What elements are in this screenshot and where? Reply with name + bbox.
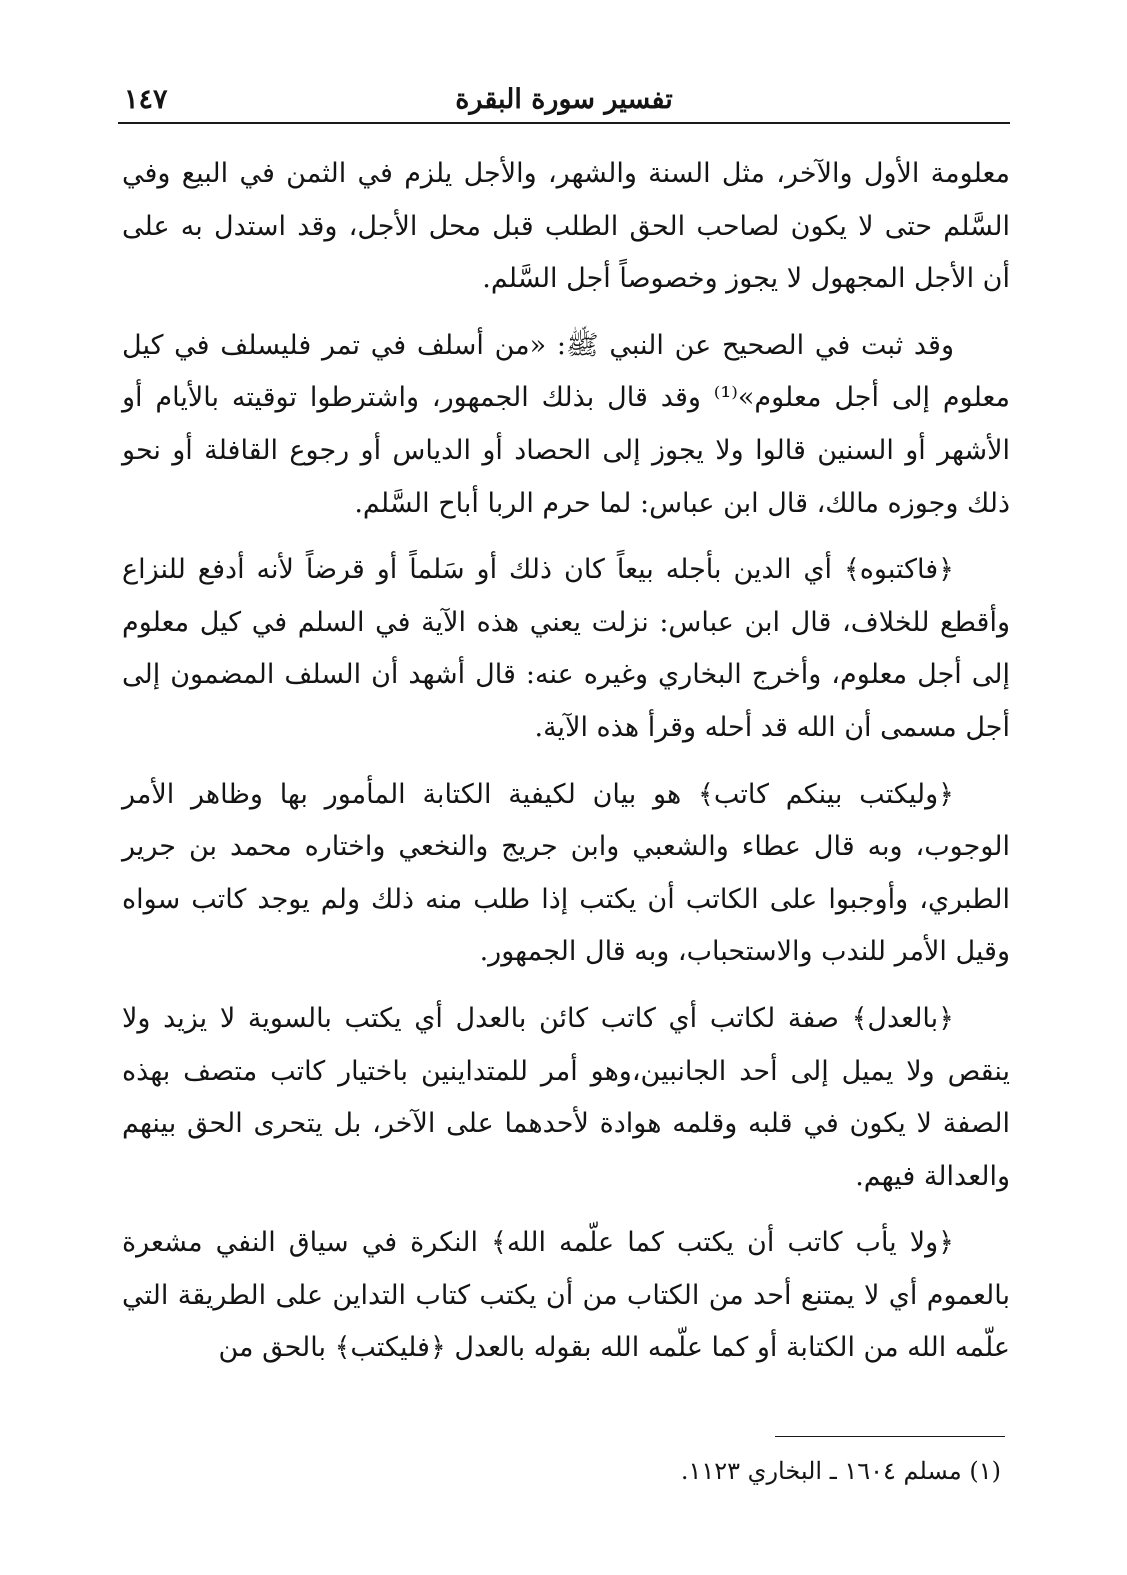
page-number: ١٤٧ [124,84,168,115]
paragraph-2: وقد ثبت في الصحيح عن النبي ﷺ: «من أسلف في تمر فليسلف في كيل معلوم إلى أجل معلوم»⁽¹⁾ وقد قال بذلك الجمهور، واشترطوا توقيته بالأيام أو الأشهر أو السنين قالوا ولا يجوز إلى الحصاد أو الدياس أو رجوع القافلة أو نحو ذلك وجوزه مالك، قال ابن عباس: لما حرم الربا أباح السَّلم. [122,329,1011,519]
paragraph-5: ﴿بالعدل﴾ صفة لكاتب أي كاتب كائن بالعدل أي يكتب بالسوية لا يزيد ولا ينقص ولا يميل إلى أحد الجانبين،وهو أمر للمتداينين باختيار كاتب متصف بهذه الصفة لا يكون في قلبه وقلمه هوادة لأحدهما على الآخر، بل يتحرى الحق بينهم والعدالة فيهم. [122,1002,1010,1192]
running-header [118,78,1010,124]
paragraph-3: ﴿فاكتبوه﴾ أي الدين بأجله بيعاً كان ذلك أو سَلماً أو قرضاً لأنه أدفع للنزاع وأقطع للخلاف، قال ابن عباس: نزلت يعني هذه الآية في السلم في كيل معلوم إلى أجل معلوم، وأخرج البخاري وغيره عنه: قال أشهد أن السلف المضمون إلى أجل مسمى أن الله قد أحله وقرأ هذه الآية. [122,554,1010,743]
footnote-divider [775,1436,1005,1437]
header-title: تفسير سورة البقرة [455,84,673,115]
paragraph-6: ﴿ولا يأب كاتب أن يكتب كما علّمه الله﴾ النكرة في سياق النفي مشعرة بالعموم أي لا يمتنع أحد من الكتاب من أن يكتب كتاب التداين على الطريقة التي علّمه الله من الكتابة أو كما علّمه الله بقوله بالعدل ﴿فليكتب﴾ بالحق من [122,1227,1010,1364]
footnote: (١) مسلم ١٦٠٤ ـ البخاري ١١٢٣. [680,1457,1001,1485]
paragraph-4: ﴿وليكتب بينكم كاتب﴾ هو بيان لكيفية الكتابة المأمور بها وظاهر الأمر الوجوب، وبه قال عطاء والشعبي وابن جريج والنخعي واختاره محمد بن جرير الطبري، وأوجبوا على الكاتب أن يكتب إذا طلب منه ذلك ولم يوجد كاتب سواه وقيل الأمر للندب والاستحباب، وبه قال الجمهور. [122,778,1010,968]
body-text [122,148,1010,1389]
paragraph-1: معلومة الأول والآخر، مثل السنة والشهر، والأجل يلزم في الثمن في البيع وفي السَّلم حتى لا يكون لصاحب الحق الطلب قبل محل الأجل، وقد استدل به على أن الأجل المجهول لا يجوز وخصوصاً أجل السَّلم. [122,158,1010,295]
